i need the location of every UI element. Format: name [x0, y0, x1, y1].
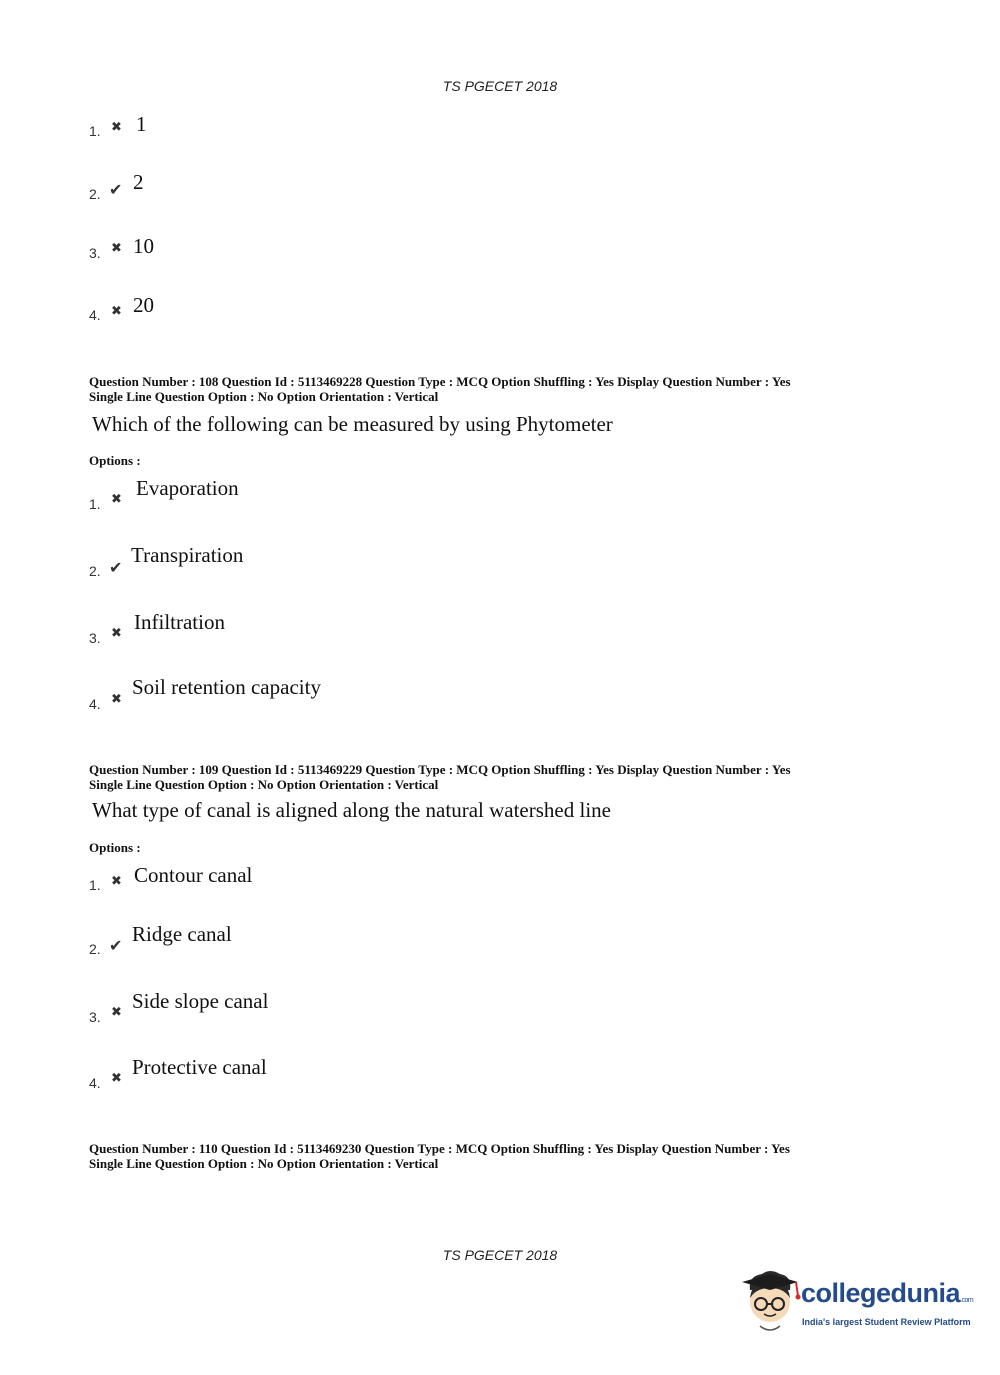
check-icon: ✔ [109, 558, 123, 577]
cross-icon: ✖ [111, 492, 122, 507]
collegedunia-logo [740, 1268, 980, 1340]
cross-icon: ✖ [111, 626, 122, 641]
question-meta-108: Question Number : 108 Question Id : 5113469228 Question Type : MCQ Option Shuffling : Yes Display Question Number : Yes Single Line Question Option : No Option Orientation : Vertical [89, 374, 791, 404]
logo-suffix: .com [960, 1297, 974, 1304]
cross-icon: ✖ [111, 120, 122, 135]
question-text-108: Which of the following can be measured by using Phytometer [92, 412, 613, 436]
cross-icon: ✖ [111, 874, 122, 889]
cross-icon: ✖ [111, 241, 122, 256]
logo-tagline: India's largest Student Review Platform [802, 1317, 971, 1327]
question-meta-110: Question Number : 110 Question Id : 5113469230 Question Type : MCQ Option Shuffling : Yes Display Question Number : Yes Single Line Question Option : No Option Orientation : Vertical [89, 1141, 790, 1171]
options-label: Options : [89, 453, 141, 468]
check-icon: ✔ [109, 936, 123, 955]
check-icon: ✔ [109, 180, 123, 199]
mascot-icon [740, 1268, 802, 1340]
cross-icon: ✖ [111, 1005, 122, 1020]
cross-icon: ✖ [111, 1071, 122, 1086]
page-header-title: TS PGECET 2018 [442, 78, 558, 94]
page-footer-title: TS PGECET 2018 [442, 1247, 558, 1263]
question-text-109: What type of canal is aligned along the natural watershed line [92, 798, 611, 822]
question-meta-109: Question Number : 109 Question Id : 5113469229 Question Type : MCQ Option Shuffling : Yes Display Question Number : Yes Single Line Question Option : No Option Orientation : Vertical [89, 762, 791, 792]
options-label: Options : [89, 840, 141, 855]
cross-icon: ✖ [111, 692, 122, 707]
cross-icon: ✖ [111, 304, 122, 319]
logo-brand-text: collegedunia [801, 1278, 961, 1308]
